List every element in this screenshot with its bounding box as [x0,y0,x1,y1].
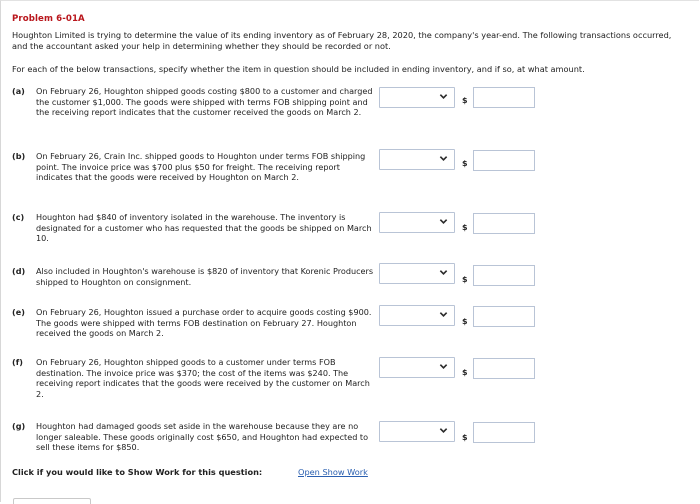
inclusion-select-d[interactable] [379,263,455,284]
question-letter: (e) [12,307,25,317]
question-letter: (a) [12,86,25,96]
question-text: Houghton had damaged goods set aside in the warehouse because they are no longer saleable. These goods originally cost $650, and Houghton had expected to sell these items for $850. [36,421,369,453]
question-letter: (f) [12,357,23,367]
inclusion-select-a[interactable] [379,87,455,108]
show-work-prompt: Click if you would like to Show Work for this question: [12,467,263,477]
open-show-work-link[interactable]: Open Show Work [298,467,368,477]
chevron-down-icon [439,426,448,435]
question-letter: (d) [12,266,26,276]
amount-input-b[interactable] [473,150,535,171]
problem-title: Problem 6-01A [12,14,85,24]
chevron-down-icon [439,268,448,277]
chevron-down-icon [439,154,448,163]
currency-symbol: $ [462,223,468,232]
amount-input-g[interactable] [473,422,535,443]
currency-symbol: $ [462,96,468,105]
question-text: On February 26, Houghton shipped goods to a customer under terms FOB destination. The invoice price was $370; the cost of the items was $240. The receiving report indicates that the goods were received by the customer on March 2. [36,357,370,399]
chevron-down-icon [439,362,448,371]
chevron-down-icon [439,92,448,101]
inclusion-select-f[interactable] [379,357,455,378]
question-letter: (c) [12,212,25,222]
currency-symbol: $ [462,317,468,326]
inclusion-select-e[interactable] [379,305,455,326]
chevron-down-icon [439,310,448,319]
question-letter: (g) [12,421,26,431]
currency-symbol: $ [462,275,468,284]
currency-symbol: $ [462,368,468,377]
amount-input-d[interactable] [473,265,535,286]
problem-intro: Houghton Limited is trying to determine the value of its ending inventory as of February 28, 2020, the company's year-end. The following transactions occurred, and the accountant asked your help in determining whether they should be recorded or not. [12,30,672,51]
amount-input-a[interactable] [473,87,535,108]
partial-button[interactable] [13,498,91,504]
currency-symbol: $ [462,159,468,168]
inclusion-select-c[interactable] [379,212,455,233]
question-text: On February 26, Houghton issued a purchase order to acquire goods costing $900. The goods were shipped with terms FOB destination on February 27. Houghton received the goods on March 2. [36,307,372,339]
question-text: Also included in Houghton's warehouse is $820 of inventory that Korenic Producers shipped to Houghton on consignment. [36,266,374,287]
amount-input-c[interactable] [473,213,535,234]
chevron-down-icon [439,217,448,226]
inclusion-select-g[interactable] [379,421,455,442]
amount-input-e[interactable] [473,306,535,327]
inclusion-select-b[interactable] [379,149,455,170]
problem-instruction: For each of the below transactions, specify whether the item in question should be included in ending inventory, and if so, at what amount. [12,64,585,74]
question-text: On February 26, Crain Inc. shipped goods to Houghton under terms FOB shipping point. The invoice price was $700 plus $50 for freight. The receiving report indicates that the goods were received by Houghton on March 2. [36,151,366,183]
question-letter: (b) [12,151,26,161]
question-text: Houghton had $840 of inventory isolated in the warehouse. The inventory is designated for a customer who has requested that the goods be shipped on March 10. [36,212,372,244]
currency-symbol: $ [462,433,468,442]
question-text: On February 26, Houghton shipped goods costing $800 to a customer and charged the customer $1,000. The goods were shipped with terms FOB shipping point and the receiving report indicates that the customer received the goods on March 2. [36,86,373,118]
amount-input-f[interactable] [473,358,535,379]
